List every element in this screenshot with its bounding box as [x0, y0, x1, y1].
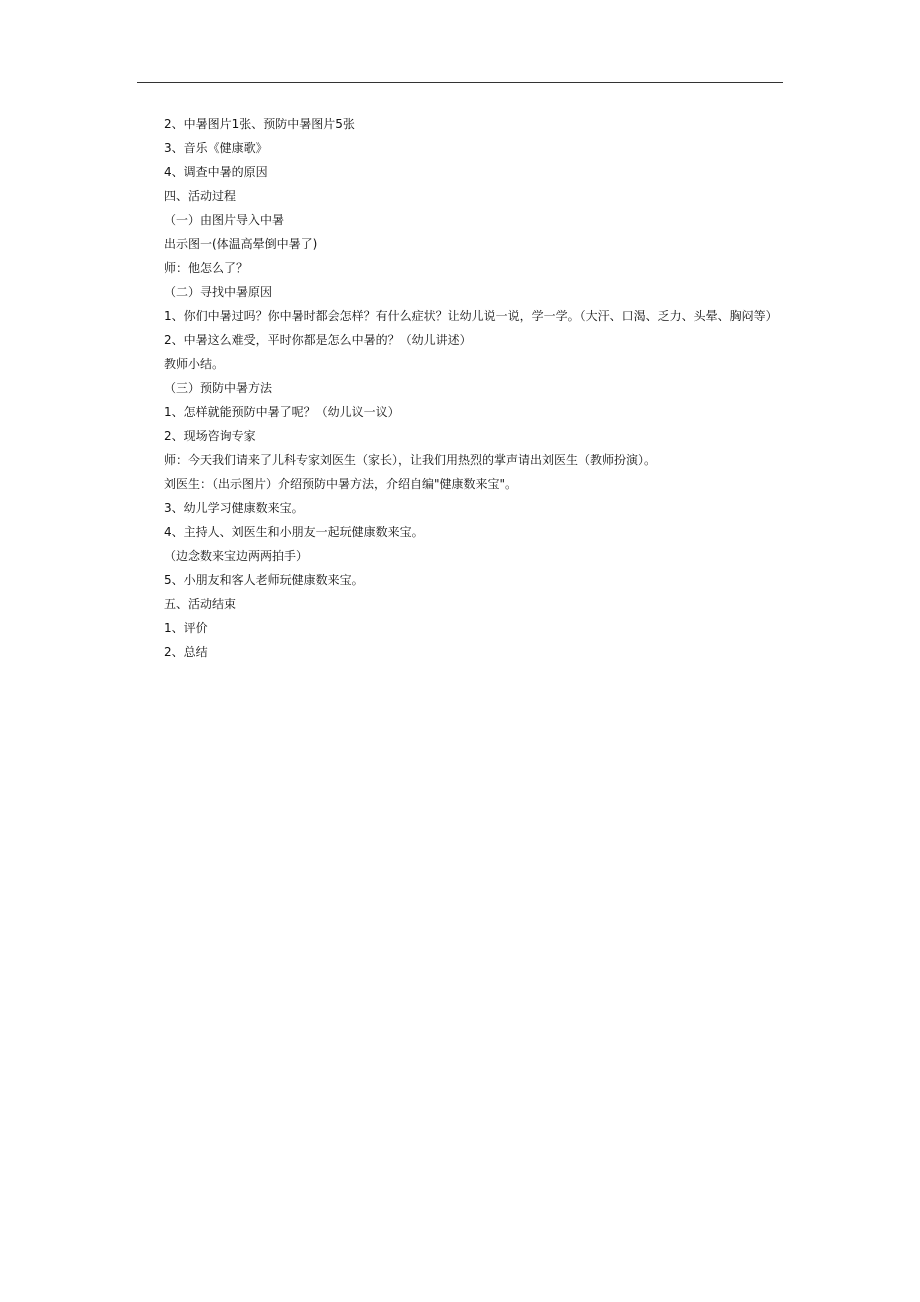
materials-item-2: 2、中暑图片1张、预防中暑图片5张: [164, 117, 355, 131]
document-body: [138, 112, 783, 664]
materials-item-3: 3、音乐《健康歌》: [164, 141, 268, 155]
paragraph: 2、中暑这么难受，平时你都是怎么中暑的？（幼儿讲述）: [164, 333, 472, 347]
paragraph: 4、主持人、刘医生和小朋友一起玩健康数来宝。: [164, 525, 424, 539]
paragraph: 教师小结。: [164, 357, 225, 371]
paragraph: （边念数来宝边两两拍手）: [164, 549, 309, 563]
paragraph: 刘医生：（出示图片）介绍预防中暑方法，介绍自编"健康数来宝"。: [164, 477, 518, 491]
paragraph: 1、怎样就能预防中暑了呢？（幼儿议一议）: [164, 405, 400, 419]
paragraph: 5、小朋友和客人老师玩健康数来宝。: [164, 573, 364, 587]
header-rule: [137, 82, 783, 83]
subsection-heading-1: （一）由图片导入中暑: [164, 213, 285, 227]
paragraph: 2、总结: [164, 645, 208, 659]
paragraph: 3、幼儿学习健康数来宝。: [164, 501, 304, 515]
paragraph: 1、评价: [164, 621, 208, 635]
paragraph: 2、现场咨询专家: [164, 429, 256, 443]
paragraph: 1、你们中暑过吗？你中暑时都会怎样？有什么症状？让幼儿说一说，学一学。（大汗、口渴、乏力、头晕、胸闷等）: [164, 309, 778, 323]
section-heading-process: 四、活动过程: [164, 189, 237, 203]
materials-item-4: 4、调查中暑的原因: [164, 165, 268, 179]
paragraph: 师：今天我们请来了儿科专家刘医生（家长），让我们用热烈的掌声请出刘医生（教师扮演）。: [164, 453, 657, 467]
paragraph: 师：他怎么了？: [164, 261, 249, 275]
subsection-heading-2: （二）寻找中暑原因: [164, 285, 273, 299]
paragraph: 出示图一(体温高晕倒中暑了): [164, 237, 318, 251]
section-heading-end: 五、活动结束: [164, 597, 237, 611]
subsection-heading-3: （三）预防中暑方法: [164, 381, 273, 395]
